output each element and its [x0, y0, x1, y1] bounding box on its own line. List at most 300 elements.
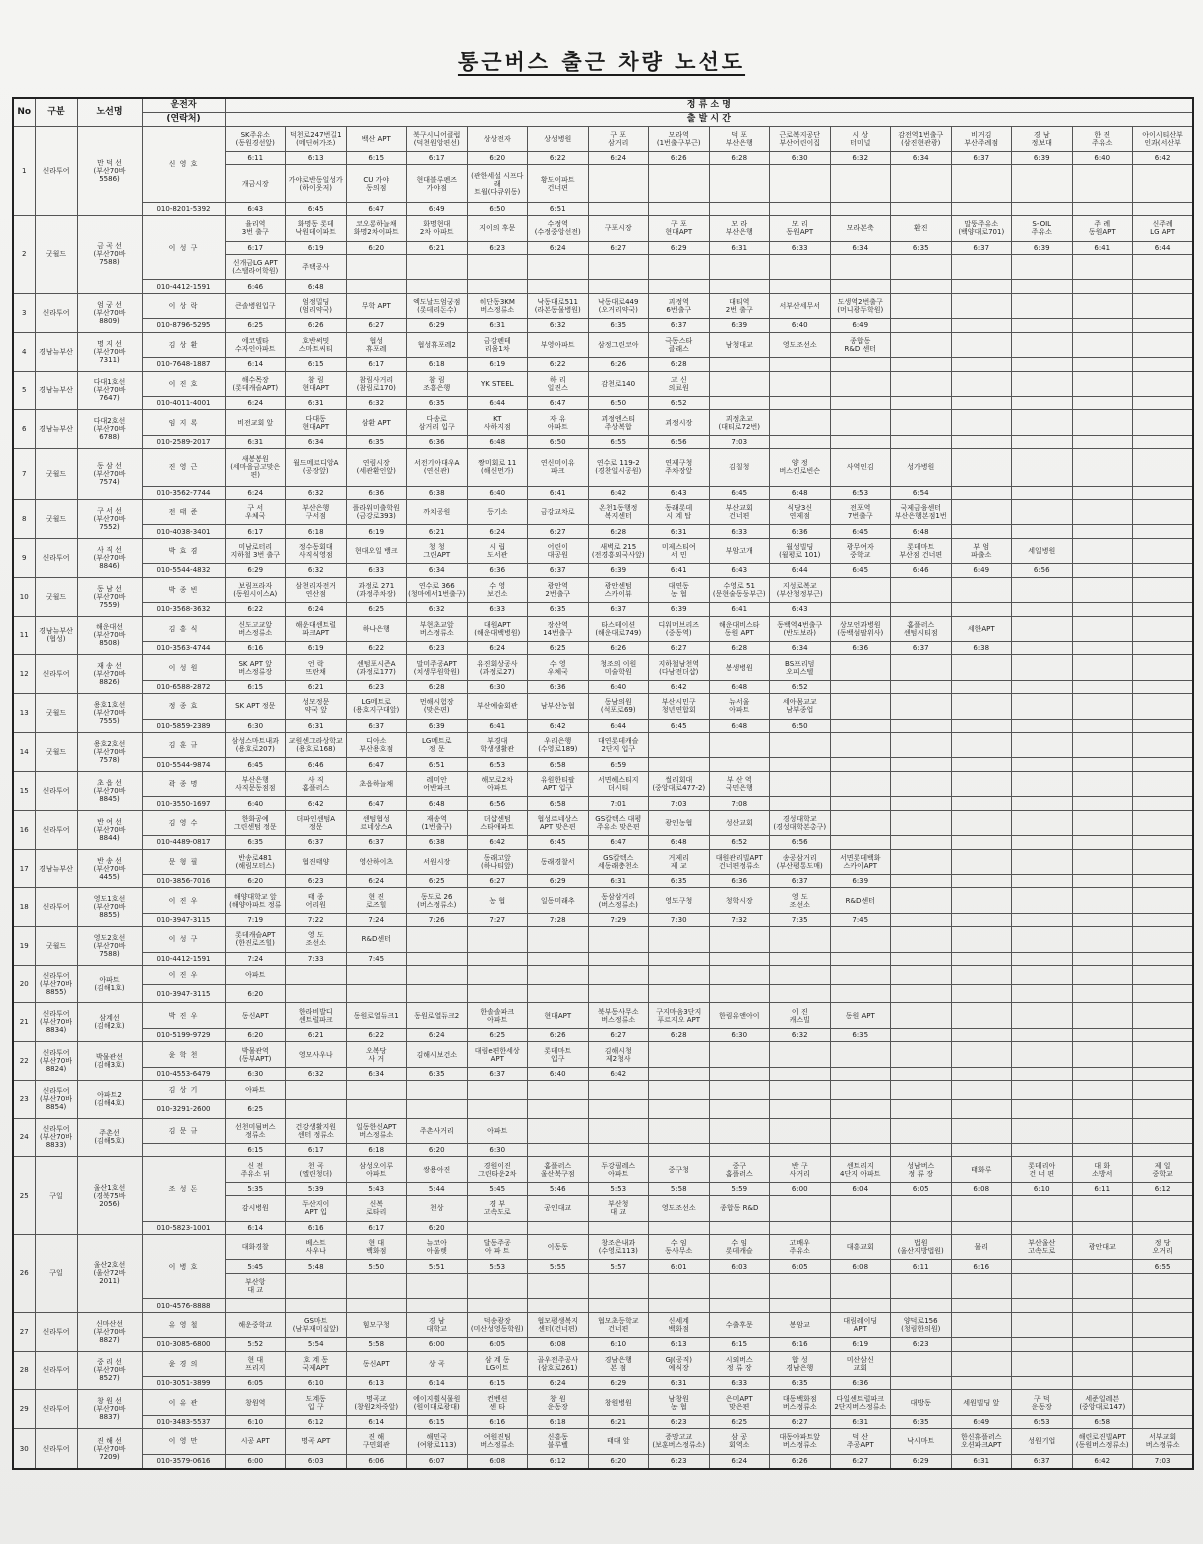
- empty-cell: [709, 984, 770, 1003]
- departure-time: 6:43: [709, 564, 770, 577]
- stop-name: 모 리 동원APT: [770, 216, 831, 241]
- driver-name: 김 문 규: [142, 1118, 225, 1143]
- route-name: 용호2호선 (부산70바 7578): [77, 733, 142, 772]
- stop-name: 부산시민구 청년연합회: [649, 694, 710, 719]
- route-table: [12, 97, 1194, 1470]
- stop-name: 보림프라자 (동원시이스A): [225, 577, 286, 602]
- stop-name: 모라역 (1번출구부근): [649, 126, 710, 151]
- header-contact: (연락처): [142, 112, 225, 126]
- empty-cell: [407, 1099, 468, 1118]
- departure-time: 6:14: [225, 358, 286, 371]
- driver-phone: 010-3291-2600: [142, 1099, 225, 1118]
- route-stop-row: [13, 1351, 1193, 1376]
- route-time-row: [13, 1454, 1193, 1469]
- departure-time: 7:29: [588, 913, 649, 926]
- stop-name: 부산은행 사직문동점점: [225, 771, 286, 796]
- departure-time: 5:51: [407, 1260, 468, 1273]
- driver-phone: 010-2589-2017: [142, 435, 225, 448]
- stop-name: 연림시장 (세관환인앞): [346, 449, 407, 486]
- departure-time: 7:30: [649, 913, 710, 926]
- empty-cell: [770, 280, 831, 293]
- driver-name: 이 영 만: [142, 1429, 225, 1454]
- stop-name: 상 곡: [407, 1351, 468, 1376]
- route-number: 5: [13, 371, 35, 410]
- route-number: 13: [13, 694, 35, 733]
- empty-cell: [1012, 913, 1073, 926]
- route-operator: 신라투어: [35, 126, 77, 216]
- empty-cell: [1133, 280, 1194, 293]
- departure-time: 6:25: [467, 1028, 528, 1041]
- driver-name: 유 영 철: [142, 1312, 225, 1337]
- empty-cell: [649, 1081, 710, 1100]
- empty-cell: [1133, 1143, 1194, 1156]
- empty-cell: [1012, 966, 1073, 985]
- stop-name: 시외버스 정 류 장: [709, 1351, 770, 1376]
- departure-time: 6:28: [588, 525, 649, 538]
- stop-name: GJ(공직) 예식장: [649, 1351, 710, 1376]
- empty-cell: [770, 1299, 831, 1312]
- route-number: 17: [13, 849, 35, 888]
- route-operator: 신라투어: [35, 1429, 77, 1469]
- stop-name: 은미APT 맞은편: [709, 1390, 770, 1415]
- departure-time: 6:23: [467, 241, 528, 254]
- empty-cell: [709, 396, 770, 409]
- route-number: 10: [13, 577, 35, 616]
- empty-cell: [1072, 1099, 1133, 1118]
- stop-name: 뉴서울 아파트: [709, 694, 770, 719]
- empty-cell: [830, 202, 891, 215]
- empty-cell: [1012, 875, 1073, 888]
- stop-name: 영도구청: [649, 888, 710, 913]
- empty-cell: [588, 1143, 649, 1156]
- empty-cell: [1072, 1067, 1133, 1080]
- departure-time: 6:17: [346, 1221, 407, 1234]
- route-time-row: [13, 202, 1193, 215]
- empty-cell: [346, 1081, 407, 1100]
- empty-cell: [951, 875, 1012, 888]
- empty-cell: [709, 1273, 770, 1298]
- empty-cell: [891, 603, 952, 616]
- empty-cell: [1012, 435, 1073, 448]
- empty-cell: [1012, 202, 1073, 215]
- stop-name: 뉴코아 아울렛: [407, 1235, 468, 1260]
- departure-time: 6:17: [225, 241, 286, 254]
- route-time-row: [13, 1415, 1193, 1428]
- header-group: 구분: [35, 98, 77, 126]
- departure-time: 5:58: [649, 1182, 710, 1195]
- route-number: 25: [13, 1157, 35, 1235]
- stop-name: 덕천로247번길1 (메딘허가조): [286, 126, 347, 151]
- empty-cell: [770, 358, 831, 371]
- departure-time: 6:27: [346, 319, 407, 332]
- departure-time: 6:35: [528, 603, 589, 616]
- empty-cell: [770, 1273, 831, 1298]
- stop-name: 현 대 백화점: [346, 1235, 407, 1260]
- empty-cell: [951, 810, 1012, 835]
- empty-cell: [649, 966, 710, 985]
- departure-time: 6:55: [1133, 1260, 1194, 1273]
- stop-name: 엄정밀딩 (엄리약국): [286, 293, 347, 318]
- departure-time: 6:37: [286, 836, 347, 849]
- departure-time: 5:46: [528, 1182, 589, 1195]
- empty-cell: [770, 1099, 831, 1118]
- departure-time: 6:43: [649, 486, 710, 499]
- empty-cell: [951, 680, 1012, 693]
- route-time-row: [13, 875, 1193, 888]
- route-stop-row: [13, 733, 1193, 758]
- driver-phone: 010-8201-5392: [142, 202, 225, 215]
- route-stop-row: [13, 577, 1193, 602]
- departure-time: 6:45: [830, 525, 891, 538]
- departure-time: 6:32: [286, 564, 347, 577]
- stop-name: 물리: [951, 1235, 1012, 1260]
- stop-name: 세원빌딩 앞: [951, 1390, 1012, 1415]
- empty-cell: [1012, 1196, 1073, 1221]
- stop-name: 청 청 그린APT: [407, 538, 468, 563]
- departure-time: 6:42: [588, 1067, 649, 1080]
- empty-cell: [1133, 1415, 1194, 1428]
- empty-cell: [830, 410, 891, 435]
- stop-name: 롯데마트 입구: [528, 1042, 589, 1067]
- empty-cell: [1072, 1042, 1133, 1067]
- empty-cell: [891, 694, 952, 719]
- empty-cell: [1133, 875, 1194, 888]
- route-name: 아파트 (김해1호): [77, 966, 142, 1003]
- empty-cell: [467, 1099, 528, 1118]
- empty-cell: [467, 984, 528, 1003]
- departure-time: 6:10: [225, 1415, 286, 1428]
- stop-name: 비거김 부산주례점: [951, 126, 1012, 151]
- departure-time: 6:15: [286, 358, 347, 371]
- stop-name: 까치공원: [407, 500, 468, 525]
- empty-cell: [709, 202, 770, 215]
- route-number: 12: [13, 655, 35, 694]
- departure-time: 7:24: [225, 952, 286, 965]
- empty-cell: [528, 984, 589, 1003]
- empty-cell: [709, 358, 770, 371]
- driver-name: 이 진 호: [142, 371, 225, 396]
- departure-time: 6:34: [286, 435, 347, 448]
- empty-cell: [1133, 758, 1194, 771]
- stop-name: 수 영 우체국: [528, 655, 589, 680]
- departure-time: 6:46: [286, 758, 347, 771]
- stop-name: 명곡 APT: [286, 1429, 347, 1454]
- departure-time: 6:49: [951, 1415, 1012, 1428]
- departure-time: 6:22: [346, 1028, 407, 1041]
- route-operator: 신라투어: [35, 655, 77, 694]
- driver-name: 이 성 원: [142, 655, 225, 680]
- empty-cell: [1072, 849, 1133, 874]
- empty-cell: [1133, 1312, 1194, 1337]
- departure-time: 6:03: [286, 1454, 347, 1469]
- stop-name: 해운대센트럴 파크APT: [286, 616, 347, 641]
- empty-cell: [1072, 525, 1133, 538]
- route-operator: 신라투어 (부산70바 8855): [35, 966, 77, 1003]
- departure-time: 5:55: [528, 1260, 589, 1273]
- empty-cell: [891, 1099, 952, 1118]
- empty-cell: [649, 733, 710, 758]
- empty-cell: [1133, 927, 1194, 952]
- route-name: 동 삼 선 (부산70바 7574): [77, 449, 142, 500]
- stop-name: 경성대학교 (경성대학본총구): [770, 810, 831, 835]
- stop-name: 미제스티여 서 민: [649, 538, 710, 563]
- stop-name: 김칠청: [709, 449, 770, 486]
- empty-cell: [286, 966, 347, 985]
- departure-time: 6:19: [286, 241, 347, 254]
- stop-name: 경남은행 본 점: [588, 1351, 649, 1376]
- empty-cell: [770, 966, 831, 985]
- departure-time: 6:43: [770, 603, 831, 616]
- route-stop-row: [13, 126, 1193, 151]
- empty-cell: [951, 952, 1012, 965]
- empty-cell: [1133, 888, 1194, 913]
- departure-time: 6:47: [588, 836, 649, 849]
- empty-cell: [951, 435, 1012, 448]
- stop-name: 하나은행: [346, 616, 407, 641]
- route-time-row: [13, 797, 1193, 810]
- stop-name: KT 사하지점: [467, 410, 528, 435]
- stop-name: 대흥교회: [830, 1235, 891, 1260]
- departure-time: 6:50: [770, 719, 831, 732]
- empty-cell: [1133, 913, 1194, 926]
- driver-name: 조 성 돈: [142, 1157, 225, 1221]
- empty-cell: [770, 771, 831, 796]
- empty-cell: [528, 1299, 589, 1312]
- empty-cell: [830, 1118, 891, 1143]
- empty-cell: [649, 952, 710, 965]
- stop-name: 말뚱주유소 (백양대로701): [951, 216, 1012, 241]
- stop-name: 청조의 이원 미술학원: [588, 655, 649, 680]
- route-time-row: [13, 435, 1193, 448]
- driver-phone: 010-3947-3115: [142, 984, 225, 1003]
- driver-phone: 010-4576-8888: [142, 1299, 225, 1312]
- driver-name: 신 영 호: [142, 126, 225, 202]
- route-name: 명 지 선 (부산70바 7311): [77, 332, 142, 371]
- departure-time: 6:56: [649, 435, 710, 448]
- stop-name: 지성로복교 (부산청정부근): [770, 577, 831, 602]
- empty-cell: [951, 758, 1012, 771]
- departure-time: 6:38: [951, 641, 1012, 654]
- empty-cell: [1133, 165, 1194, 202]
- departure-time: 6:31: [709, 241, 770, 254]
- departure-time: 6:27: [528, 525, 589, 538]
- empty-cell: [1072, 1118, 1133, 1143]
- stop-name: 동도로 26 (버스정류소): [407, 888, 468, 913]
- stop-name: 짱미회로 11 (해신먼가): [467, 449, 528, 486]
- route-time-row: [13, 1067, 1193, 1080]
- empty-cell: [770, 435, 831, 448]
- departure-time: 7:45: [346, 952, 407, 965]
- departure-time: 5:45: [225, 1260, 286, 1273]
- stop-name: 수정역 (수정중앙선전): [528, 216, 589, 241]
- empty-cell: [1133, 680, 1194, 693]
- empty-cell: [588, 1221, 649, 1234]
- departure-time: 7:08: [709, 797, 770, 810]
- departure-time: 6:26: [588, 358, 649, 371]
- departure-time: 6:39: [407, 719, 468, 732]
- departure-time: 6:20: [225, 1028, 286, 1041]
- stop-name: 두강필레스 아파트: [588, 1157, 649, 1182]
- stop-name: 세한APT: [951, 616, 1012, 641]
- route-operator: 굿월드: [35, 694, 77, 733]
- stop-name: 남창원 농 협: [649, 1390, 710, 1415]
- departure-time: 6:34: [891, 151, 952, 164]
- route-time-row: [13, 1299, 1193, 1312]
- empty-cell: [1133, 577, 1194, 602]
- departure-time: 5:58: [346, 1338, 407, 1351]
- route-number: 27: [13, 1312, 35, 1351]
- stop-name: 주택공사: [286, 254, 347, 279]
- empty-cell: [951, 525, 1012, 538]
- departure-time: 6:58: [528, 758, 589, 771]
- route-name: 엄 궁 선 (부산70바 8809): [77, 293, 142, 332]
- empty-cell: [1012, 797, 1073, 810]
- empty-cell: [951, 410, 1012, 435]
- stop-name: 어린이 대공원: [528, 538, 589, 563]
- empty-cell: [1072, 771, 1133, 796]
- header-driver: 운전자: [142, 98, 225, 112]
- route-operator: 신라투어: [35, 888, 77, 927]
- route-stop-row: [13, 1042, 1193, 1067]
- departure-time: 6:21: [407, 241, 468, 254]
- departure-time: 6:21: [286, 680, 347, 693]
- departure-time: 6:16: [225, 641, 286, 654]
- stop-name: SK APT 정문: [225, 694, 286, 719]
- stop-name: 경 남 정보대: [1012, 126, 1073, 151]
- departure-time: 6:28: [649, 358, 710, 371]
- departure-time: 6:44: [467, 396, 528, 409]
- empty-cell: [770, 1067, 831, 1080]
- departure-time: 6:33: [346, 564, 407, 577]
- departure-time: 6:48: [407, 797, 468, 810]
- stop-name: 등기소: [467, 500, 528, 525]
- departure-time: 6:48: [286, 280, 347, 293]
- route-number: 18: [13, 888, 35, 927]
- stop-name: 롯데리아 건 너 편: [1012, 1157, 1073, 1182]
- stop-name: 사역인김: [830, 449, 891, 486]
- departure-time: 6:24: [588, 151, 649, 164]
- empty-cell: [1072, 603, 1133, 616]
- departure-time: 6:34: [770, 641, 831, 654]
- departure-time: 6:46: [891, 564, 952, 577]
- stop-name: 김해시보건소: [407, 1042, 468, 1067]
- empty-cell: [951, 927, 1012, 952]
- stop-name: 삼 계 동 LG이트: [467, 1351, 528, 1376]
- driver-phone: 010-5199-9729: [142, 1028, 225, 1041]
- stop-name: 센텀협성 르네상스A: [346, 810, 407, 835]
- empty-cell: [770, 927, 831, 952]
- empty-cell: [467, 1299, 528, 1312]
- stop-name: 협성 휴포레: [346, 332, 407, 357]
- departure-time: 6:40: [528, 1067, 589, 1080]
- route-time-row: [13, 1338, 1193, 1351]
- route-name: 만 덕 선 (부산70바 5586): [77, 126, 142, 216]
- empty-cell: [891, 1143, 952, 1156]
- stop-name: SK주유소 (동원경선앞): [225, 126, 286, 151]
- departure-time: 6:32: [830, 151, 891, 164]
- stop-name: 천상: [407, 1196, 468, 1221]
- stop-name: 호 계 동 국제APT: [286, 1351, 347, 1376]
- departure-time: 6:12: [286, 1415, 347, 1428]
- empty-cell: [346, 280, 407, 293]
- empty-cell: [1133, 449, 1194, 486]
- empty-cell: [830, 165, 891, 202]
- stop-name: 성가병원: [891, 449, 952, 486]
- stop-name: 두산지이 APT 입: [286, 1196, 347, 1221]
- departure-time: 6:25: [225, 1099, 286, 1118]
- stop-name: LG메트로 (용호지구대앞): [346, 694, 407, 719]
- driver-phone: 010-3550-1697: [142, 797, 225, 810]
- departure-time: 6:31: [467, 319, 528, 332]
- departure-time: 6:36: [407, 435, 468, 448]
- departure-time: 6:08: [467, 1454, 528, 1469]
- stop-name: 경원이진 그린타운2차: [467, 1157, 528, 1182]
- empty-cell: [1133, 1351, 1194, 1376]
- stop-name: 동원 APT: [830, 1003, 891, 1028]
- empty-cell: [770, 396, 831, 409]
- empty-cell: [830, 371, 891, 396]
- empty-cell: [1072, 1273, 1133, 1298]
- route-name: 사 직 선 (부산70바 8846): [77, 538, 142, 577]
- empty-cell: [891, 1351, 952, 1376]
- departure-time: 6:48: [709, 680, 770, 693]
- driver-name: 박 진 우: [142, 1003, 225, 1028]
- departure-time: 6:16: [951, 1260, 1012, 1273]
- stop-name: 아이시티산부 인과(서산부: [1133, 126, 1194, 151]
- stop-name: 장산역 14번출구: [528, 616, 589, 641]
- stop-name: YK STEEL: [467, 371, 528, 396]
- empty-cell: [1012, 449, 1073, 486]
- empty-cell: [951, 319, 1012, 332]
- stop-name: 대방동: [891, 1390, 952, 1415]
- departure-time: 6:55: [588, 435, 649, 448]
- empty-cell: [588, 1081, 649, 1100]
- stop-name: 서전기아대우A (연신관): [407, 449, 468, 486]
- empty-cell: [1012, 952, 1073, 965]
- route-number: 30: [13, 1429, 35, 1469]
- stop-name: 해모로2차 아파트: [467, 771, 528, 796]
- empty-cell: [1072, 538, 1133, 563]
- empty-cell: [891, 332, 952, 357]
- empty-cell: [1072, 1196, 1133, 1221]
- route-stop-row: [13, 888, 1193, 913]
- empty-cell: [1133, 1338, 1194, 1351]
- departure-time: 6:38: [407, 836, 468, 849]
- empty-cell: [951, 797, 1012, 810]
- stop-name: 김해시청 제2청사: [588, 1042, 649, 1067]
- empty-cell: [770, 202, 831, 215]
- route-operator: 경남뉴부산: [35, 410, 77, 449]
- stop-name: 대연롯데캐슬 2단지 입구: [588, 733, 649, 758]
- empty-cell: [951, 849, 1012, 874]
- stop-name: 신주례 LG APT: [1133, 216, 1194, 241]
- departure-time: 6:31: [286, 719, 347, 732]
- empty-cell: [891, 1067, 952, 1080]
- stop-name: 광무여자 중학교: [830, 538, 891, 563]
- stop-name: 엑도날드엄궁점 (롯데리돈수): [407, 293, 468, 318]
- empty-cell: [891, 410, 952, 435]
- stop-name: 낙동대로449 (오거리약국): [588, 293, 649, 318]
- departure-time: 6:40: [770, 319, 831, 332]
- empty-cell: [1072, 293, 1133, 318]
- empty-cell: [891, 319, 952, 332]
- departure-time: 6:36: [830, 1376, 891, 1389]
- stop-name: 삼환 APT: [346, 410, 407, 435]
- driver-phone: 010-4553-6479: [142, 1067, 225, 1080]
- departure-time: 6:30: [467, 680, 528, 693]
- departure-time: 6:35: [346, 435, 407, 448]
- route-stop-row: [13, 332, 1193, 357]
